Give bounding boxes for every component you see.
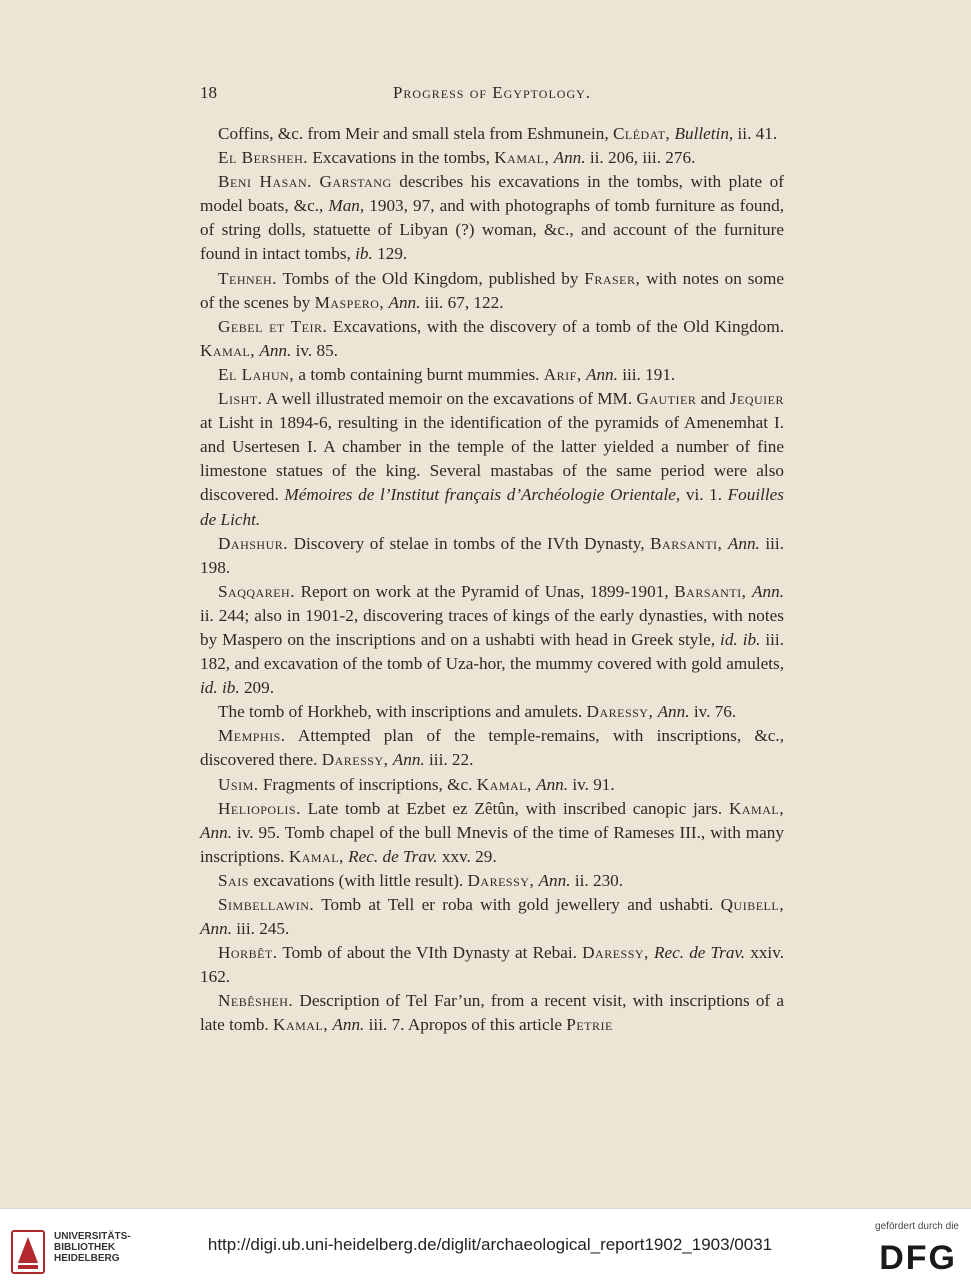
- small-caps-run: Clédat,: [612, 124, 671, 143]
- small-caps-run: Jequier: [729, 389, 784, 409]
- library-name-line: HEIDELBERG: [54, 1253, 120, 1264]
- italic-run: Ann.: [200, 919, 232, 939]
- small-caps-run: Sais: [218, 870, 249, 890]
- italic-run: Ann.: [585, 364, 618, 384]
- italic-run: Ann.: [200, 822, 232, 842]
- text-run: [312, 172, 320, 191]
- italic-run: Ann.: [332, 1015, 365, 1035]
- small-caps-run: Arif,: [543, 364, 582, 384]
- text-run: 209.: [239, 678, 275, 698]
- small-caps-run: El Lahun,: [218, 364, 295, 384]
- paragraph: [200, 700, 784, 724]
- text-run: iv. 95. Tomb chapel of the bull Mnevis of the time of Rameses III., with many inscriptions.: [200, 822, 784, 866]
- italic-run: Rec. de Trav.: [654, 943, 746, 963]
- small-caps-run: Kamal,: [200, 340, 256, 360]
- text-run: and: [696, 389, 730, 409]
- text-run: vi. 1.: [680, 485, 728, 505]
- text-run: Tombs of the Old Kingdom, published by: [276, 268, 585, 288]
- small-caps-run: Quibell,: [720, 895, 784, 914]
- text-run: ii. 230.: [570, 870, 624, 890]
- text-run: Report on work at the Pyramid of Unas, 1899-1901,: [295, 581, 675, 601]
- text-run: Coffins, &c. from Meir and small stela from Eshmunein,: [218, 124, 613, 143]
- text-run: xxv. 29.: [437, 846, 497, 866]
- small-caps-run: Tehneh.: [218, 268, 277, 288]
- small-caps-run: Garstang: [319, 172, 392, 192]
- small-caps-run: El Bersheh.: [218, 148, 309, 168]
- text-run: Excavations, with the discovery of a tomb of the Old Kingdom.: [327, 316, 784, 336]
- italic-run: Ann.: [538, 870, 571, 890]
- italic-run: Ann.: [553, 148, 586, 168]
- page-number: 18: [200, 83, 217, 102]
- small-caps-run: Daressy,: [321, 750, 389, 770]
- small-caps-run: Simbellawin.: [218, 895, 315, 914]
- library-name-line: UNIVERSITÄTS-: [54, 1231, 131, 1242]
- paragraph: [200, 267, 784, 315]
- small-caps-run: Heliopolis.: [218, 798, 301, 818]
- small-caps-run: Petrie: [566, 1015, 613, 1035]
- small-caps-run: Barsanti,: [674, 581, 747, 601]
- text-run: iii. 191.: [617, 364, 676, 384]
- italic-run: Ann.: [536, 774, 569, 794]
- text-run: a tomb containing burnt mummies.: [294, 364, 544, 384]
- running-head: [200, 83, 784, 107]
- small-caps-run: Daressy,: [582, 943, 649, 963]
- italic-run: Rec. de Trav.: [348, 846, 438, 866]
- library-name: [54, 1231, 131, 1264]
- small-caps-run: Lisht.: [218, 389, 263, 409]
- small-caps-run: Usim.: [218, 774, 259, 794]
- small-caps-run: Gebel et Teir.: [218, 316, 328, 336]
- italic-run: Ann.: [727, 533, 760, 553]
- text-run: Late tomb at Ezbet ez Zêtûn, with inscribed canopic jars.: [300, 798, 729, 818]
- text-run: ii. 41.: [733, 124, 778, 143]
- italic-run: Ann.: [259, 340, 292, 360]
- paragraph: [200, 773, 784, 797]
- text-run: Discovery of stelae in tombs of the IVth Dynasty,: [288, 533, 651, 553]
- paragraph: [200, 989, 784, 1037]
- text-run: iii. 198.: [200, 533, 785, 577]
- small-caps-run: Barsanti,: [650, 533, 723, 553]
- paragraph: [200, 122, 784, 146]
- text-run: iii. 245.: [231, 919, 290, 939]
- text-run: Description of Tel Far’un, from a recent visit, with inscriptions of a late tomb.: [200, 991, 784, 1035]
- small-caps-run: Saqqareh.: [218, 581, 296, 601]
- italic-run: Ann.: [657, 702, 690, 722]
- small-caps-run: Dahshur.: [218, 533, 289, 553]
- text-run: iv. 85.: [291, 340, 338, 360]
- library-name-line: BIBLIOTHEK: [54, 1242, 116, 1253]
- paragraph: [200, 532, 784, 580]
- italic-run: Mémoires de l’Institut français d’Archéologie Orientale,: [284, 485, 681, 505]
- text-run: xxiv. 162.: [200, 943, 784, 987]
- paragraph: [200, 724, 784, 772]
- text-run: describes his excavations in the tombs, with plate of model boats, &c.,: [200, 172, 784, 216]
- small-caps-run: Memphis.: [218, 726, 286, 746]
- dfg-logo: DFG: [879, 1239, 957, 1277]
- text-run: iv. 91.: [568, 774, 615, 794]
- italic-run: Bulletin,: [674, 124, 734, 143]
- text-run: 129.: [372, 244, 408, 264]
- text-run: iii. 22.: [424, 750, 474, 770]
- text-run: iii. 182, and excavation of the tomb of Uza-hor, the mummy covered with gold amulets,: [200, 629, 784, 674]
- university-seal-icon: [10, 1229, 46, 1275]
- source-url-link[interactable]: http://digi.ub.uni-heidelberg.de/diglit/archaeological_report1902_1903/0031: [207, 1235, 773, 1254]
- text-run: ii. 206, iii. 276.: [585, 148, 696, 168]
- text-run: ii. 244; also in 1901-2, discovering traces of kings of the early dynasties, with notes by Maspero on the inscriptions and on a ushabti with head in Greek style,: [200, 605, 784, 649]
- text-run: Attempted plan of the temple-remains, with inscriptions, &c., discovered there.: [200, 726, 784, 770]
- paragraph: [200, 869, 784, 893]
- small-caps-run: Kamal,: [288, 846, 344, 866]
- italic-run: Fouilles de Licht.: [200, 485, 784, 529]
- small-caps-run: Kamal,: [728, 798, 784, 818]
- paragraph: [200, 315, 784, 363]
- paragraph: [200, 170, 784, 266]
- text-run: Fragments of inscriptions, &c.: [258, 774, 477, 794]
- footer-bar: [0, 1208, 971, 1283]
- italic-run: Ann.: [388, 292, 421, 312]
- text-run: 1903, 97, and with photographs of tomb furniture as found, of string dolls, statuette of Libyan (?) woman, &c., and account of the furniture found in intact tombs,: [200, 196, 784, 264]
- paragraph: [200, 387, 784, 532]
- small-caps-run: Horbêt.: [218, 943, 278, 963]
- text-run: Tomb of about the VIth Dynasty at Rebai.: [277, 943, 583, 963]
- text-run: The tomb of Horkheb, with inscriptions and amulets.: [218, 702, 587, 722]
- body-text: [200, 122, 784, 1038]
- paragraph: [200, 580, 784, 700]
- italic-run: Ann.: [392, 750, 425, 770]
- paragraph: [200, 941, 784, 989]
- small-caps-run: Kamal,: [476, 774, 532, 794]
- italic-run: id. ib.: [200, 678, 240, 698]
- text-run: A well illustrated memoir on the excavations of MM.: [262, 389, 637, 409]
- text-run: iii. 67, 122.: [420, 292, 504, 312]
- funder-label: gefördert durch die: [875, 1221, 959, 1232]
- text-run: Tomb at Tell er roba with gold jewellery and ushabti.: [314, 895, 721, 914]
- small-caps-run: Kamal,: [273, 1015, 329, 1035]
- paragraph: [200, 146, 784, 170]
- italic-run: Ann.: [752, 581, 784, 601]
- text-run: excavations (with little result).: [248, 870, 468, 890]
- italic-run: Man,: [328, 196, 365, 216]
- text-run: iii. 7. Apropos of this article: [364, 1015, 567, 1035]
- paragraph: [200, 893, 784, 941]
- text-run: with notes on some of the scenes by: [200, 268, 784, 312]
- text-run: Excavations in the tombs,: [308, 148, 495, 168]
- text-run: at Lisht in 1894-6, resulting in the identification of the pyramids of Amenemhat I. and Usertesen I. A chamber in the temple of the latter yielded a number of fine limestone statues of the king. Several mastabas of the same period were also discovered.: [200, 413, 784, 505]
- small-caps-run: Daressy,: [586, 702, 654, 722]
- small-caps-run: Gautier: [636, 389, 697, 409]
- italic-run: ib.: [355, 244, 373, 264]
- small-caps-run: Daressy,: [467, 870, 535, 890]
- italic-run: id. ib.: [720, 629, 761, 649]
- small-caps-run: Maspero,: [314, 292, 385, 312]
- small-caps-run: Beni Hasan.: [218, 172, 312, 192]
- small-caps-run: Nebêsheh.: [218, 991, 294, 1011]
- small-caps-run: Kamal,: [494, 148, 550, 168]
- running-title: Progress of Egyptology.: [392, 83, 592, 102]
- text-run: iv. 76.: [689, 702, 737, 722]
- paragraph: [200, 797, 784, 869]
- small-caps-run: Fraser,: [584, 268, 641, 288]
- paragraph: [200, 363, 784, 387]
